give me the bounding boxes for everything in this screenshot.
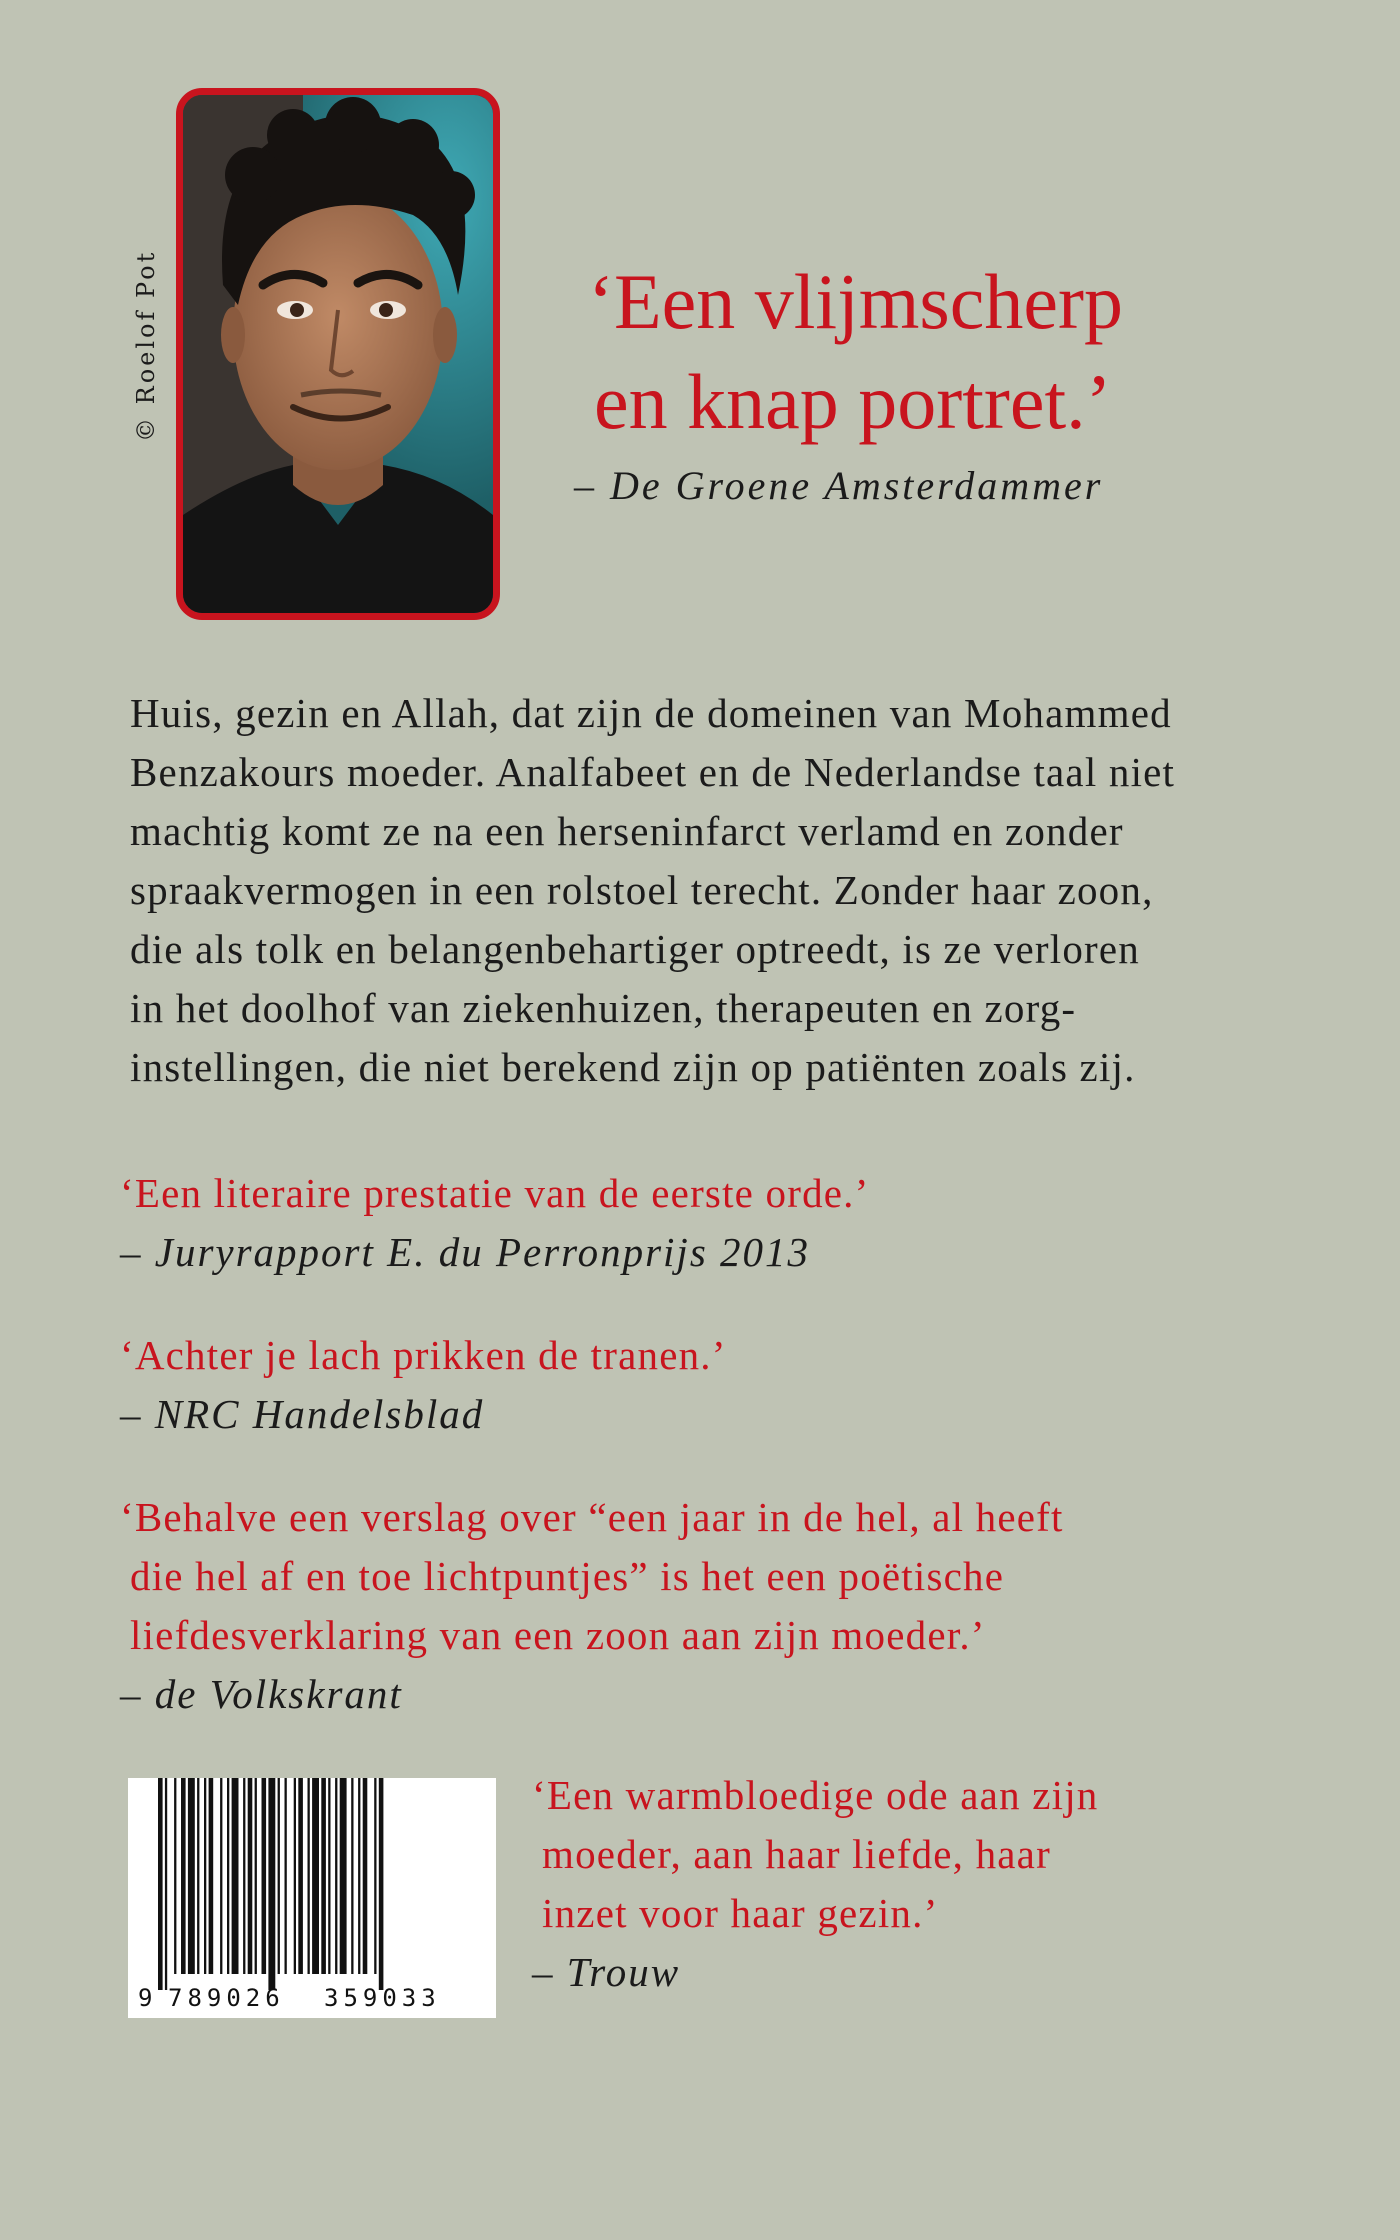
description-line: machtig komt ze na een herseninfarct verlamd en zonder: [130, 808, 1124, 854]
description-line: die als tolk en belangenbehartiger optreedt, is ze verloren: [130, 926, 1140, 972]
barcode-bar: [312, 1778, 319, 1974]
quote-text: die hel af en toe lichtpuntjes” is het een poëtische: [130, 1553, 1005, 1599]
quote-text: ‘Achter je lach prikken de tranen.’: [120, 1332, 727, 1378]
photo-credit: © Roelof Pot: [132, 249, 160, 442]
description-line: instellingen, die niet berekend zijn op patiënten zoals zij.: [130, 1044, 1136, 1090]
barcode-graphic: [128, 1778, 496, 2018]
barcode-digit-first: 9: [138, 1984, 153, 2012]
barcode-bar: [285, 1778, 287, 1974]
barcode-digits-group-1: 789026: [168, 1984, 285, 2012]
barcode-bar: [308, 1778, 310, 1974]
quote-text: ‘Een warmbloedige ode aan zijn: [532, 1772, 1099, 1818]
barcode-bar: [204, 1778, 206, 1974]
barcode-bar: [298, 1778, 303, 1974]
quote-text: inzet voor haar gezin.’: [542, 1890, 939, 1936]
quote-text: ‘Behalve een verslag over “een jaar in de hel, al heeft: [120, 1494, 1064, 1540]
barcode-bar: [255, 1778, 257, 1974]
quote-source: – de Volkskrant: [120, 1671, 403, 1717]
headline-line-1: ‘Een vlijmscherp: [588, 258, 1123, 345]
barcode-bar: [379, 1778, 384, 1990]
barcode-bar: [232, 1778, 239, 1974]
headline-quote: [588, 252, 1348, 452]
quote-source: – Juryrapport E. du Perronprijs 2013: [120, 1229, 811, 1275]
headline-line-2: en knap portret.’: [594, 358, 1112, 445]
barcode-bar: [174, 1778, 176, 1974]
barcode-bar: [209, 1778, 214, 1974]
quote-source: – Trouw: [532, 1949, 681, 1995]
book-description: [130, 684, 1280, 1097]
barcode-bar: [262, 1778, 267, 1974]
barcode-bar: [358, 1778, 360, 1974]
review-quote-trouw: [532, 1766, 1099, 2002]
barcode-bar: [351, 1778, 353, 1974]
barcode-bar: [158, 1778, 163, 1990]
description-line: spraakvermogen in een rolstoel terecht. Zonder haar zoon,: [130, 867, 1154, 913]
review-quote-juryrapport: [120, 1164, 869, 1282]
barcode-bar: [374, 1778, 376, 1974]
barcode-bar: [248, 1778, 253, 1974]
description-line: in het doolhof van ziekenhuizen, therapeuten en zorg-: [130, 985, 1077, 1031]
quote-text: liefdesverklaring van een zoon aan zijn moeder.’: [130, 1612, 986, 1658]
barcode-digits-group-2: 359033: [324, 1984, 441, 2012]
barcode-bar: [321, 1778, 326, 1974]
barcode-bar: [363, 1778, 368, 1974]
portrait-illustration: [183, 95, 493, 613]
isbn-barcode: [128, 1778, 496, 2018]
review-quote-nrc: [120, 1326, 727, 1444]
barcode-bar: [278, 1778, 280, 1974]
description-line: Huis, gezin en Allah, dat zijn de domeinen van Mohammed: [130, 690, 1172, 736]
author-photo: [176, 88, 500, 620]
barcode-bar: [188, 1778, 195, 1974]
barcode-bar: [335, 1778, 337, 1974]
barcode-bar: [227, 1778, 229, 1974]
barcode-bar: [340, 1778, 347, 1974]
quote-text: ‘Een literaire prestatie van de eerste orde.’: [120, 1170, 870, 1216]
headline-source: – De Groene Amsterdammer: [574, 463, 1104, 508]
barcode-bar: [197, 1778, 199, 1974]
barcode-bar: [181, 1778, 186, 1974]
description-line: Benzakours moeder. Analfabeet en de Nederlandse taal niet: [130, 749, 1176, 795]
barcode-bar: [243, 1778, 245, 1974]
barcode-bar: [268, 1778, 275, 1990]
review-quote-volkskrant: [120, 1488, 1064, 1724]
quote-source: – NRC Handelsblad: [120, 1391, 485, 1437]
barcode-bar: [220, 1778, 222, 1974]
barcode-bar: [328, 1778, 330, 1974]
quote-text: moeder, aan haar liefde, haar: [542, 1831, 1051, 1877]
barcode-bar: [165, 1778, 167, 1990]
barcode-bar: [294, 1778, 296, 1974]
